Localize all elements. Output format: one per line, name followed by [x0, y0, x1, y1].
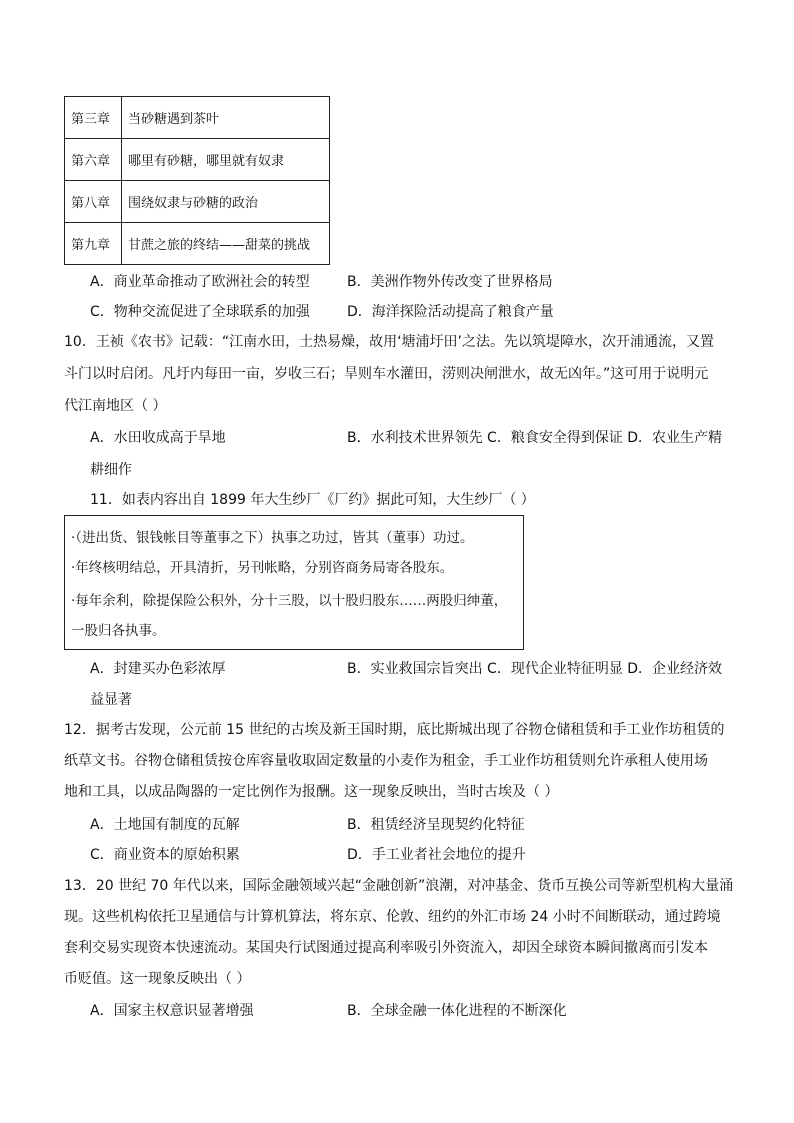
q10-option-a: A．水田收成高于旱地 — [90, 430, 226, 446]
q12-option-d: D．手工业者社会地位的提升 — [347, 847, 526, 863]
chapter-cell: 第三章 — [65, 97, 122, 139]
chapter-title-cell: 当砂糖遇到茶叶 — [122, 97, 330, 139]
q10-stem-line3: 代江南地区（ ） — [64, 398, 167, 414]
q12-option-a: A．土地国有制度的瓦解 — [90, 817, 240, 833]
q12-stem-line1: 12．据考古发现，公元前 15 世纪的古埃及新王国时期，底比斯城出现了谷物仓储租赁和手工业作坊租赁的 — [64, 722, 725, 738]
q9-option-c: C．物种交流促进了全球联系的加强 — [90, 304, 310, 320]
q10-options-bcd: B．水利技术世界领先 C．粮食安全得到保证 D．农业生产精 — [347, 430, 723, 446]
q11-option-a: A．封建买办色彩浓厚 — [90, 661, 226, 677]
q11-box-line1: ·（进出货、银钱帐目等董事之下）执事之功过，皆其（董事）功过。 — [71, 530, 474, 546]
chapter-title-cell: 哪里有砂糖，哪里就有奴隶 — [122, 139, 330, 181]
chapter-title-cell: 甘蔗之旅的终结——甜菜的挑战 — [122, 223, 330, 265]
q10-option-d-continued: 耕细作 — [90, 462, 132, 478]
q12-option-b: B．租赁经济呈现契约化特征 — [347, 817, 525, 833]
q13-stem-line3: 套利交易实现资本快速流动。某国央行试图通过提高利率吸引外资流入，却因全球资本瞬间撤离而引发本 — [64, 940, 708, 956]
q13-stem-line2: 现。这些机构依托卫星通信与计算机算法，将东京、伦敦、纽约的外汇市场 24 小时不间断联动，通过跨境 — [64, 909, 721, 925]
q10-stem-line2: 斗门以时启闭。凡圩内每田一亩，岁收三石；旱则车水灌田，涝则决闸泄水，故无凶年。”这可用于说明元 — [64, 366, 709, 382]
q9-option-b: B．美洲作物外传改变了世界格局 — [347, 274, 553, 290]
table-row — [65, 223, 330, 265]
q12-stem-line2: 纸草文书。谷物仓储租赁按仓库容量收取固定数量的小麦作为租金，手工业作坊租赁则允许承租人使用场 — [64, 753, 708, 769]
q13-option-a: A．国家主权意识显著增强 — [90, 1003, 254, 1019]
chapter-title-cell: 围绕奴隶与砂糖的政治 — [122, 181, 330, 223]
q13-option-b: B．全球金融一体化进程的不断深化 — [347, 1003, 567, 1019]
q9-option-a: A．商业革命推动了欧洲社会的转型 — [90, 274, 310, 290]
q11-source-box — [64, 515, 524, 650]
q11-box-line2: ·年终核明结总，开具清折，另刊帐略，分别咨商务局寄各股东。 — [71, 560, 454, 576]
q11-box-line4: 一股归各执事。 — [71, 623, 166, 639]
q11-option-d-continued: 益显著 — [90, 692, 132, 708]
table-row — [65, 181, 330, 223]
q10-stem-line1: 10．王祯《农书》记载：“江南水田，土热易燥，故用‘塘浦圩田’之法。先以筑堤障水，次开浦通流，又置 — [64, 334, 714, 350]
table-row — [65, 97, 330, 139]
q9-option-d: D．海洋探险活动提高了粮食产量 — [347, 304, 554, 320]
table-row — [65, 139, 330, 181]
q13-stem-line1: 13．20 世纪 70 年代以来，国际金融领域兴起“金融创新”浪潮，对冲基金、货币互换公司等新型机构大量涌 — [64, 878, 734, 894]
q11-options-bcd: B．实业救国宗旨突出 C．现代企业特征明显 D．企业经济效 — [347, 661, 723, 677]
q11-box-line3: ·每年余利，除提保险公积外，分十三股，以十股归股东……两股归绅董， — [71, 593, 508, 609]
q12-option-c: C．商业资本的原始积累 — [90, 847, 240, 863]
chapter-cell: 第九章 — [65, 223, 122, 265]
chapter-cell: 第六章 — [65, 139, 122, 181]
q13-stem-line4: 币贬值。这一现象反映出（ ） — [64, 971, 251, 987]
chapter-table — [64, 96, 330, 265]
chapter-cell: 第八章 — [65, 181, 122, 223]
q11-stem: 11．如表内容出自 1899 年大生纱厂《厂约》据此可知，大生纱厂（ ） — [90, 492, 535, 508]
q12-stem-line3: 地和工具，以成品陶器的一定比例作为报酬。这一现象反映出，当时古埃及（ ） — [64, 784, 559, 800]
